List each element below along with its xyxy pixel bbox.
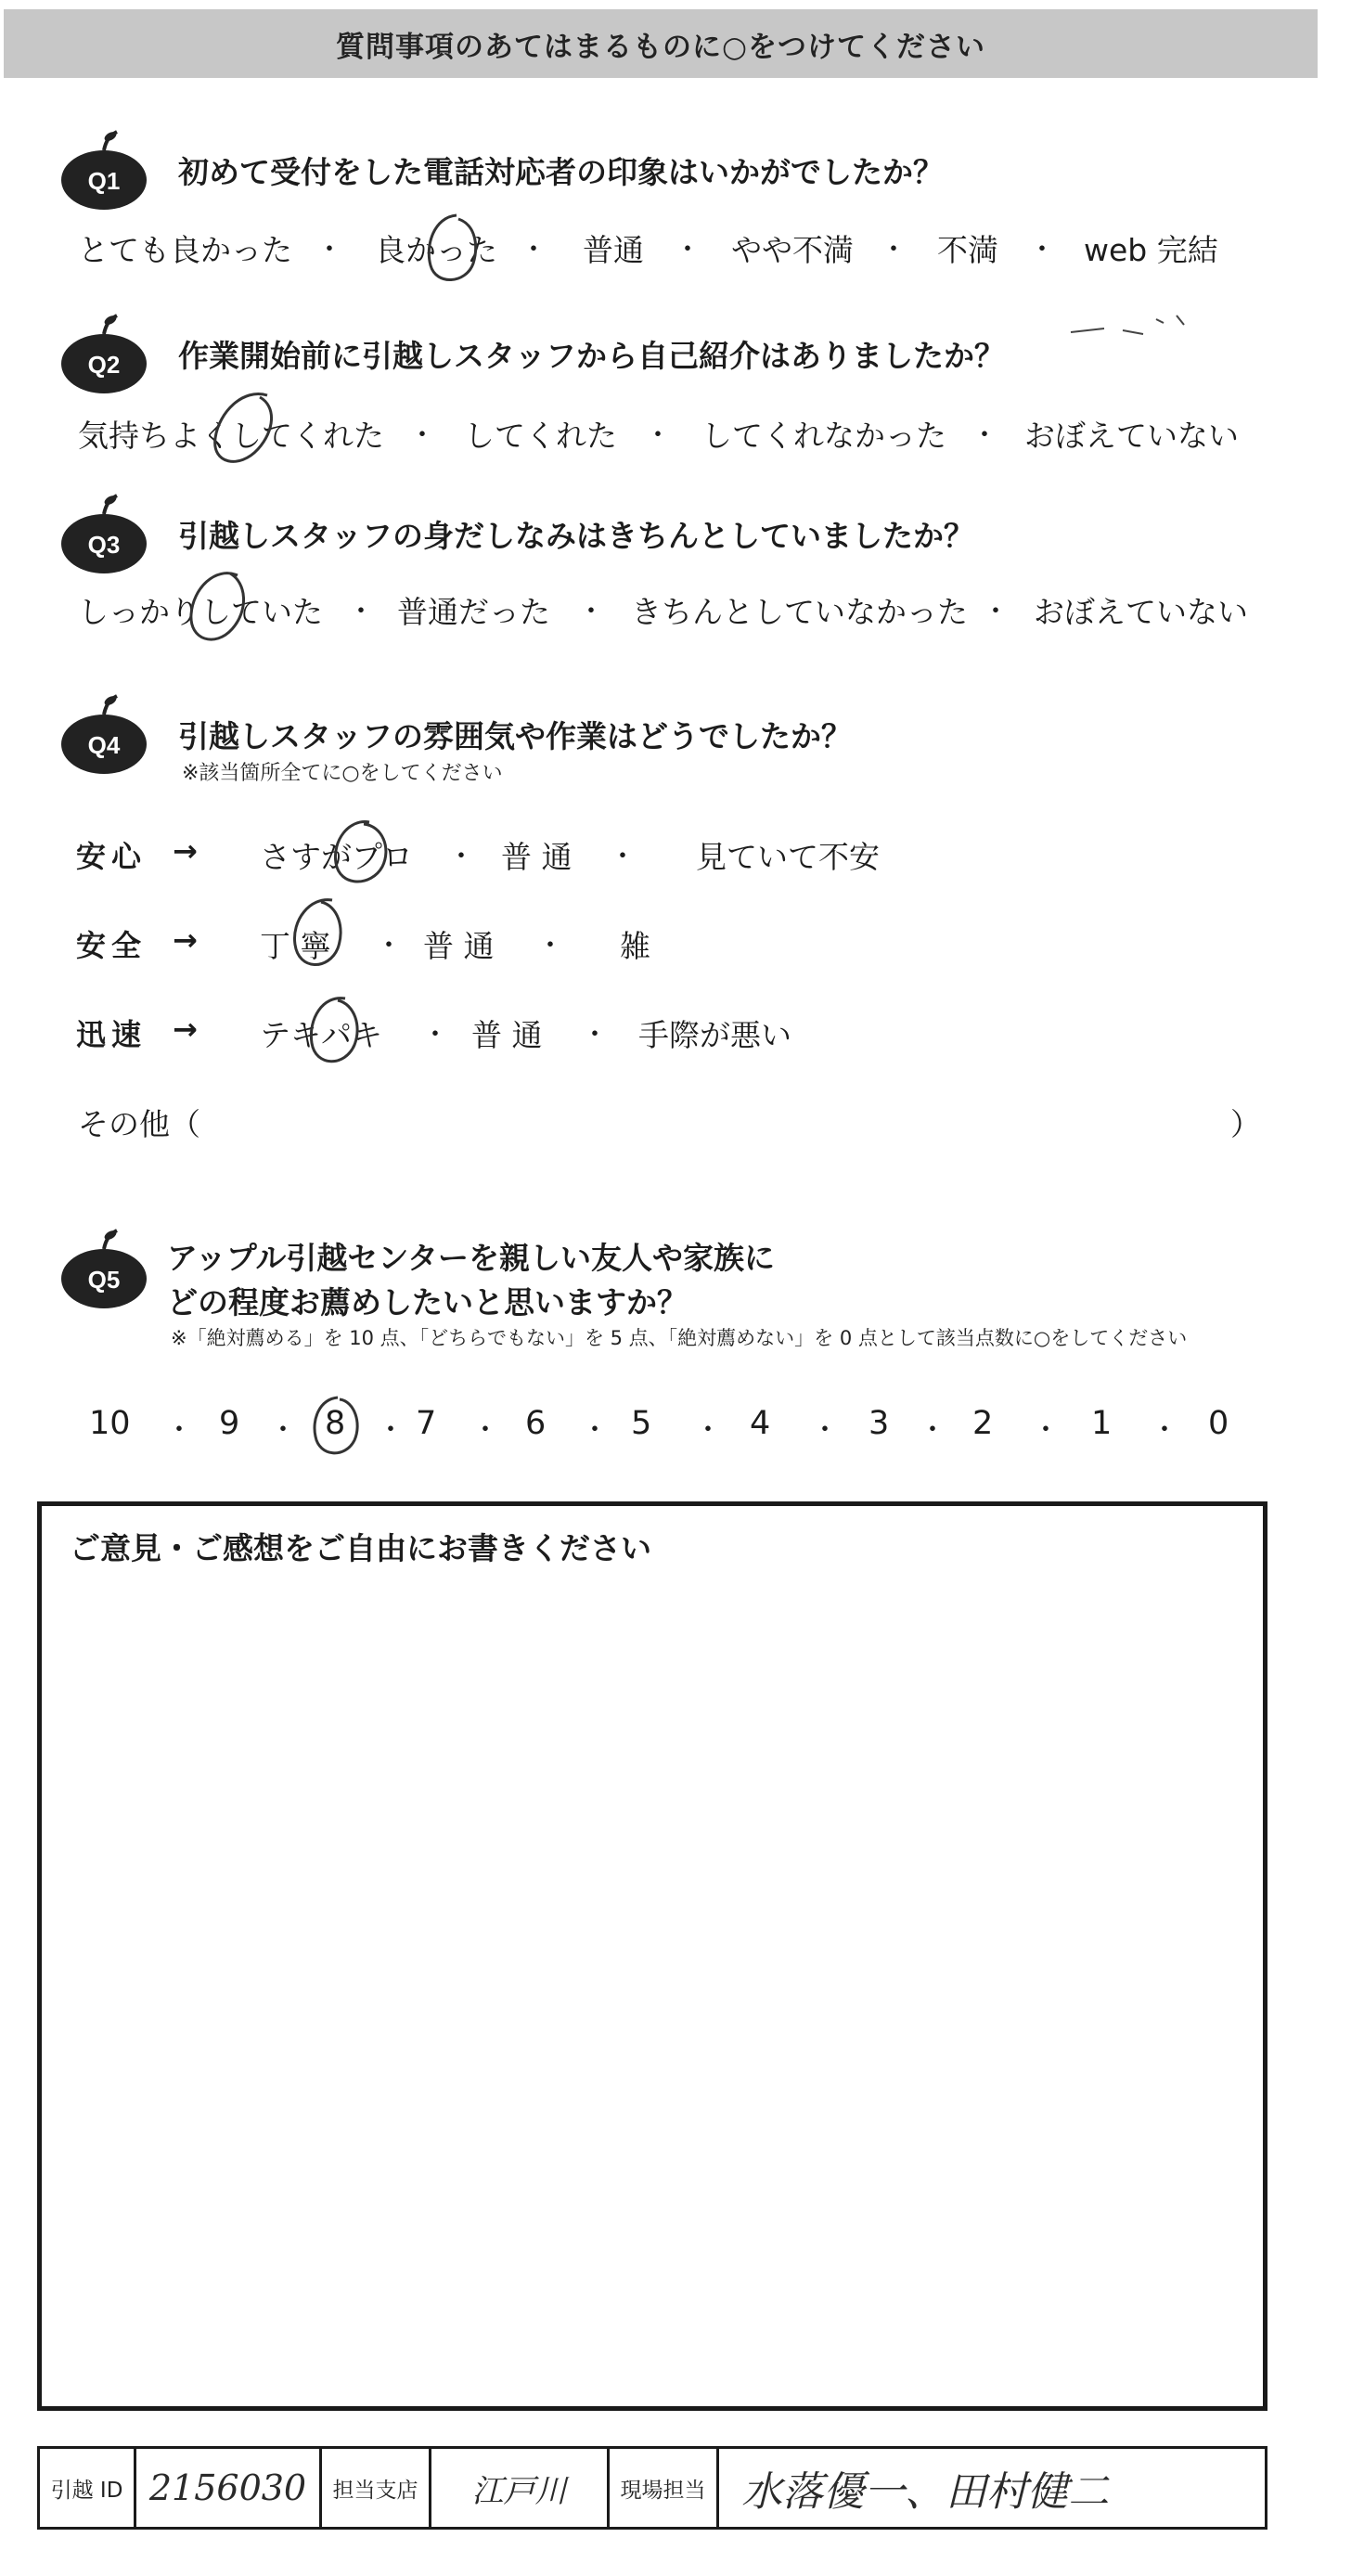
score-7[interactable]: 7	[416, 1405, 437, 1442]
q5-badge-label: Q5	[87, 1266, 121, 1294]
q4-jinsoku-option-1[interactable]: テキパキ	[260, 1017, 382, 1053]
separator: ・	[269, 1414, 297, 1447]
separator: ・	[520, 234, 547, 266]
q1-option-3[interactable]: 普通	[583, 232, 644, 268]
separator: ・	[377, 1414, 405, 1447]
arrow-right-icon: →	[173, 922, 198, 958]
branch-label: 担当支店	[332, 2478, 418, 2503]
score-9[interactable]: 9	[219, 1405, 240, 1442]
branch-value-cell[interactable]	[431, 2449, 610, 2527]
separator: ・	[1151, 1414, 1178, 1447]
branch-value: 江戸川	[471, 2472, 567, 2510]
branch-label-cell	[322, 2449, 431, 2527]
score-4[interactable]: 4	[750, 1405, 771, 1442]
score-0[interactable]: 0	[1208, 1405, 1229, 1442]
separator: ・	[347, 596, 375, 628]
q2-option-1[interactable]: 気持ちよくしてくれた	[78, 418, 384, 454]
separator: ・	[536, 930, 564, 962]
separator: ・	[165, 1414, 193, 1447]
separator: ・	[471, 1414, 499, 1447]
q4-jinsoku-option-3[interactable]: 手際が悪い	[638, 1017, 791, 1053]
separator: ・	[581, 1414, 609, 1447]
move-id-value: 2156030	[148, 2467, 307, 2508]
q3-question: 引越しスタッフの身だしなみはきちんとしていましたか？	[178, 518, 974, 554]
score-5[interactable]: 5	[631, 1405, 652, 1442]
staff-value-cell[interactable]	[719, 2449, 1265, 2527]
separator: ・	[982, 596, 1010, 628]
separator: ・	[644, 419, 672, 452]
q4-other-close: ）	[1230, 1106, 1261, 1142]
q4-anshin-option-2[interactable]: 普 通	[501, 839, 573, 875]
q1-option-1[interactable]: とても良かった	[78, 232, 292, 268]
separator: ・	[421, 1019, 449, 1051]
separator: ・	[971, 419, 998, 452]
q1-option-2[interactable]: 良かった	[375, 232, 497, 268]
separator: ・	[581, 1019, 609, 1051]
score-1[interactable]: 1	[1091, 1405, 1113, 1442]
q4-question: 引越しスタッフの雰囲気や作業はどうでしたか？	[178, 718, 852, 754]
move-id-label: 引越 ID	[50, 2478, 123, 2503]
q2-option-3[interactable]: してくれなかった	[701, 418, 946, 454]
q1-option-6[interactable]: web 完結	[1084, 232, 1218, 268]
separator: ・	[880, 234, 907, 266]
separator: ・	[1032, 1414, 1060, 1447]
q2-badge-label: Q2	[87, 351, 121, 379]
comments-title: ご意見・ご感想をご自由にお書きください	[70, 1530, 651, 1566]
q4-anshin-option-3[interactable]: 見ていて不安	[696, 839, 880, 875]
q5-question-line2: どの程度お薦めしたいと思いますか？	[167, 1284, 688, 1320]
q2-option-2[interactable]: してくれた	[464, 418, 617, 454]
q4-anzen-option-3[interactable]: 雑	[620, 928, 650, 964]
separator: ・	[375, 930, 403, 962]
q1-badge-icon	[58, 119, 150, 212]
q2-option-4[interactable]: おぼえていない	[1024, 418, 1239, 454]
score-2[interactable]: 2	[972, 1405, 994, 1442]
q4-jinsoku-option-2[interactable]: 普 通	[471, 1017, 543, 1053]
separator: ・	[408, 419, 436, 452]
q5-question-line1: アップル引越センターを親しい友人や家族に	[167, 1240, 776, 1276]
q4-row-label-jinsoku: 迅速	[76, 1017, 148, 1052]
separator: ・	[811, 1414, 839, 1447]
q1-option-5[interactable]: 不満	[937, 232, 998, 268]
q4-badge-icon	[58, 683, 150, 776]
separator: ・	[315, 234, 343, 266]
score-6[interactable]: 6	[525, 1405, 547, 1442]
separator: ・	[674, 234, 701, 266]
q4-row-label-anzen: 安全	[76, 928, 148, 963]
q3-option-2[interactable]: 普通だった	[397, 594, 550, 630]
comments-box[interactable]	[37, 1501, 1267, 2411]
move-id-label-cell	[40, 2449, 136, 2527]
staff-label: 現場担当	[620, 2478, 706, 2503]
q4-badge-label: Q4	[87, 731, 121, 759]
score-8[interactable]: 8	[325, 1405, 346, 1442]
q3-option-3[interactable]: きちんとしていなかった	[631, 594, 968, 630]
separator: ・	[1028, 234, 1056, 266]
q4-row-label-anshin: 安心	[76, 839, 148, 874]
separator: ・	[919, 1414, 946, 1447]
separator: ・	[694, 1414, 722, 1447]
q3-option-1[interactable]: しっかりしていた	[78, 594, 323, 630]
score-3[interactable]: 3	[868, 1405, 890, 1442]
move-id-value-cell[interactable]	[136, 2449, 322, 2527]
stray-pen-mark	[1067, 306, 1206, 343]
instructions-title: 質問事項のあてはまるものに○をつけてください	[335, 30, 986, 64]
q5-note: ※「絶対薦める」を 10 点、「どちらでもない」を 5 点、「絶対薦めない」を 0 点として該当点数に○をしてください	[171, 1327, 1188, 1349]
q1-option-4[interactable]: やや不満	[731, 232, 854, 268]
q4-anzen-option-2[interactable]: 普 通	[423, 928, 495, 964]
q4-anzen-option-1[interactable]: 丁 寧	[260, 928, 331, 964]
instructions-header	[4, 9, 1318, 78]
separator: ・	[447, 841, 475, 873]
q4-note: ※該当箇所全てに○をしてください	[182, 762, 503, 785]
q4-other-label: その他（	[78, 1106, 200, 1142]
arrow-right-icon: →	[173, 1011, 198, 1047]
q1-badge-label: Q1	[87, 167, 121, 195]
q1-question: 初めて受付をした電話対応者の印象はいかがでしたか？	[178, 154, 944, 190]
q2-badge-icon	[58, 303, 150, 395]
separator: ・	[609, 841, 637, 873]
q3-badge-icon	[58, 483, 150, 575]
separator: ・	[577, 596, 605, 628]
staff-value: 水落優一、田村健二	[741, 2468, 1109, 2516]
q5-badge-icon	[58, 1217, 150, 1310]
q2-question: 作業開始前に引越しスタッフから自己紹介はありましたか？	[178, 338, 1005, 374]
q4-anshin-option-1[interactable]: さすがプロ	[260, 839, 413, 875]
footer-info-table	[37, 2446, 1267, 2530]
score-10[interactable]: 10	[89, 1405, 131, 1442]
q3-badge-label: Q3	[87, 531, 121, 559]
arrow-right-icon: →	[173, 833, 198, 869]
q3-option-4[interactable]: おぼえていない	[1034, 594, 1248, 630]
staff-label-cell	[610, 2449, 719, 2527]
